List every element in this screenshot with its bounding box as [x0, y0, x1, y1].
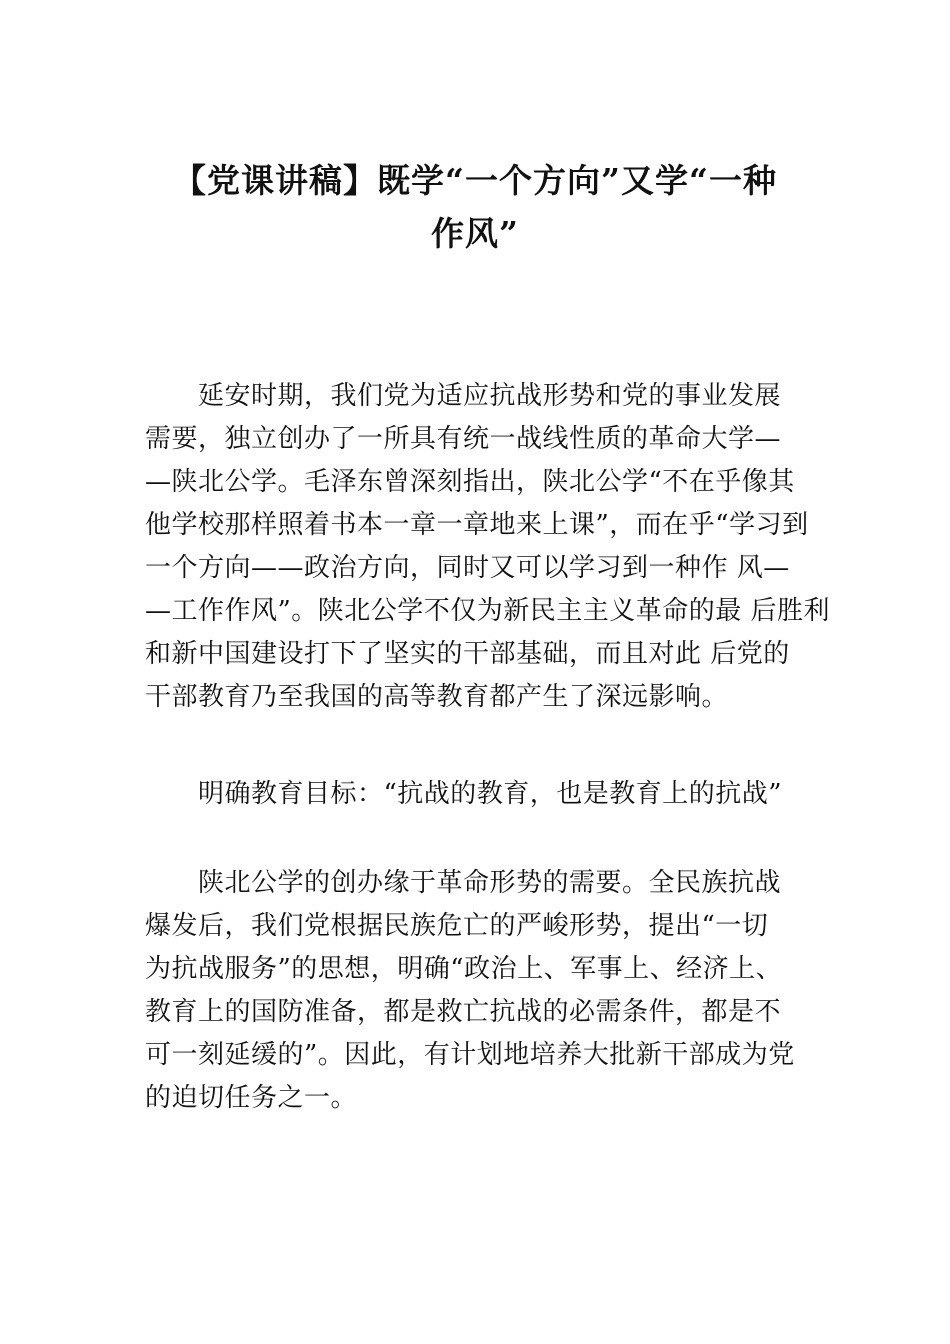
paragraph-2-line: 可一刻延缓的”。因此，有计划地培养大批新干部成为党	[145, 1040, 795, 1070]
section-heading: 明确教育目标：“抗战的教育，也是教育上的抗战”	[198, 779, 783, 809]
paragraph-1-line: 延安时期，我们党为适应抗战形势和党的事业发展	[198, 381, 782, 411]
paragraph-2-line: 陕北公学的创办缘于革命形势的需要。全民族抗战	[198, 868, 782, 898]
paragraph-1-line: —陕北公学。毛泽东曾深刻指出，陕北公学“不在乎像其	[145, 467, 795, 497]
paragraph-1-line: 需要，独立创办了一所具有统一战线性质的革命大学—	[145, 424, 782, 454]
paragraph-2-line: 的迫切任务之一。	[145, 1083, 358, 1113]
paragraph-1-line: 他学校那样照着书本一章一章地来上课”，而在乎“学习到	[145, 510, 809, 540]
paragraph-1-line: 和新中国建设打下了坚实的干部基础，而且对此 后党的	[145, 639, 790, 669]
paragraph-1-line: —工作作风”。陕北公学不仅为新民主主义革命的最 后胜利	[145, 596, 831, 626]
paragraph-1-line: 干部教育乃至我国的高等教育都产生了深远影响。	[145, 682, 729, 712]
paragraph-2-line: 为抗战服务”的思想，明确“政治上、军事上、经济上、	[145, 954, 783, 984]
paragraph-2-line: 爆发后，我们党根据民族危亡的严峻形势，提出“一切	[145, 911, 769, 941]
document-title-line-2: 作风”	[431, 214, 519, 253]
document-title-line-1: 【党课讲稿】既学“一个方向”又学“一种	[173, 161, 777, 200]
paragraph-1-line: 一个方向——政治方向，同时又可以学习到一种作 风—	[145, 553, 790, 583]
paragraph-2-line: 教育上的国防准备，都是救亡抗战的必需条件，都是不	[145, 997, 782, 1027]
